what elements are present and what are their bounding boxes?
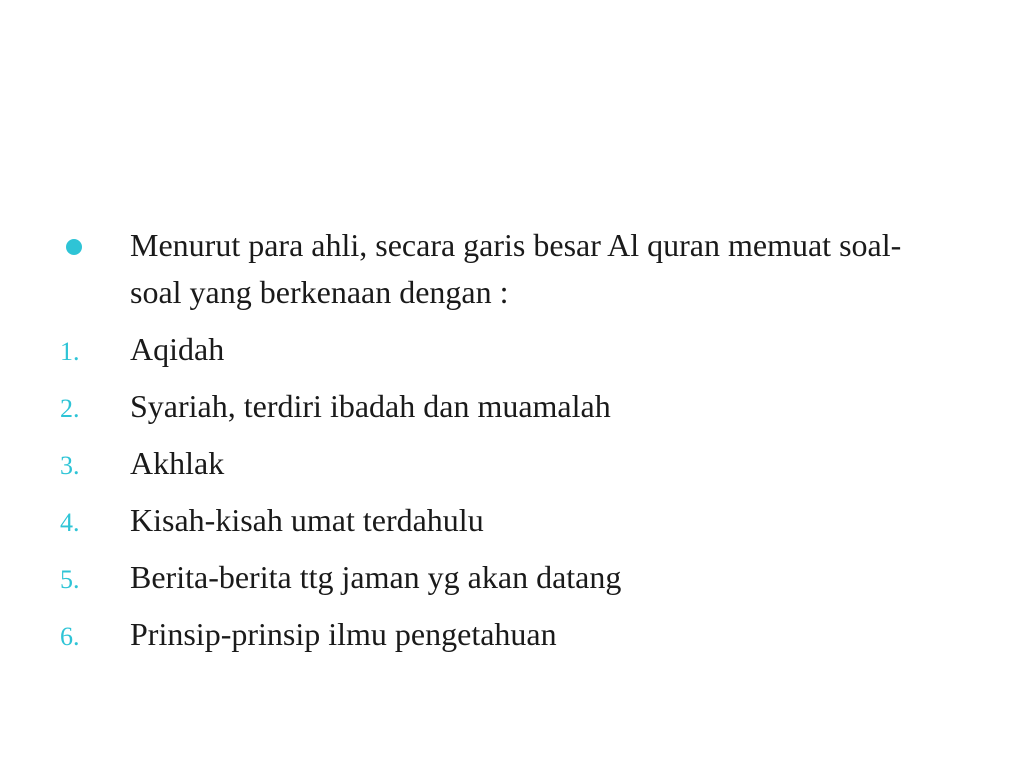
list-item xyxy=(0,326,1024,373)
bullet-text: Menurut para ahli, secara garis besar Al quran memuat soal-soal yang berkenaan dengan : xyxy=(130,227,902,310)
list-item xyxy=(0,554,1024,601)
list-item-text: Prinsip-prinsip ilmu pengetahuan xyxy=(130,616,557,652)
list-item-text: Berita-berita ttg jaman yg akan datang xyxy=(130,559,622,595)
list-number: 5. xyxy=(60,565,80,594)
list-item-text: Akhlak xyxy=(130,445,225,481)
list-number: 6. xyxy=(60,622,80,651)
dot-bullet-icon xyxy=(66,239,82,255)
list-item xyxy=(0,611,1024,658)
list-item-text: Aqidah xyxy=(130,331,225,367)
list-item-text: Kisah-kisah umat terdahulu xyxy=(130,502,484,538)
list-item xyxy=(0,440,1024,487)
list-number: 4. xyxy=(60,508,80,537)
list-number: 2. xyxy=(60,394,80,423)
slide-content xyxy=(0,222,1024,668)
list-number: 1. xyxy=(60,337,80,366)
list-number: 3. xyxy=(60,451,80,480)
list-item xyxy=(0,383,1024,430)
list-item-text: Syariah, terdiri ibadah dan muamalah xyxy=(130,388,611,424)
list-item xyxy=(0,497,1024,544)
bullet-item xyxy=(0,222,1024,316)
